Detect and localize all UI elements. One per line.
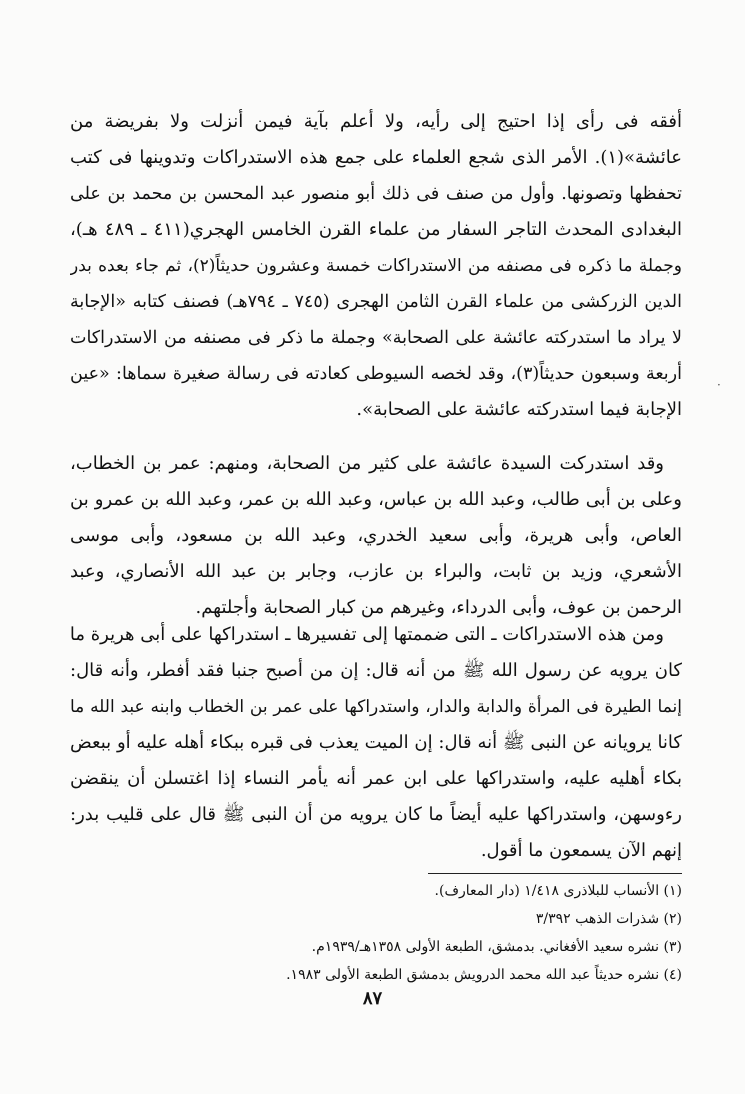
text-line: بكاء أهليه عليه، واستدراكها على ابن عمر أنه يأمر النساء إذا اغتسلن أن ينقضن — [70, 768, 682, 789]
paragraph-3 — [70, 617, 682, 869]
text-line: الرحمن بن عوف، وأبى الدرداء، وغيرهم من كبار الصحابة وأجلتهم. — [195, 597, 682, 618]
text-line: إنما الطيرة فى المرأة والدابة والدار، واستدراكها على عمر بن الخطاب وابنه عبد الله ما — [70, 697, 682, 717]
footnotes — [62, 877, 682, 989]
footnote: (٤) نشره حديثاً عبد الله محمد الدرويش بدمشق الطبعة الأولى ١٩٨٣. — [286, 967, 682, 983]
text-line: لا يراد ما استدركته عائشة على الصحابة» وجملة ما ذكر فى مصنفه من الاستدراكات — [70, 328, 682, 348]
page-number: ٨٧ — [362, 988, 383, 1009]
text-line: إنهم الآن يسمعون ما أقول. — [480, 840, 682, 861]
margin-mark: · — [717, 378, 721, 392]
text-line: الإجابة فيما استدركته عائشة على الصحابة». — [356, 399, 682, 420]
text-line: تحفظها وتصونها. وأول من صنف فى ذلك أبو منصور عبد المحسن بن محمد بن على — [70, 184, 682, 204]
text-line: عائشة»(١). الأمر الذى شجع العلماء على جمع هذه الاستدراكات وتدوينها فى كتب — [70, 147, 682, 168]
text-line: الدين الزركشى من علماء القرن الثامن الهجرى (٧٤٥ ـ ٧٩٤هـ) فصنف كتابه «الإجابة — [70, 292, 682, 312]
text-line: أربعة وسبعون حديثاً(٣)، وقد لخصه السيوطى كعادته فى رسالة صغيرة سماها: «عين — [70, 364, 682, 384]
text-line: العاص، وأبى هريرة، وأبى سعيد الخدري، وعبد الله بن مسعود، وأبى موسى — [70, 525, 682, 546]
text-line: ومن هذه الاستدراكات ـ التى ضممتها إلى تفسيرها ـ استدراكها على أبى هريرة ما — [70, 624, 664, 645]
text-line: الأشعري، وزيد بن ثابت، والبراء بن عازب، وجابر بن عبد الله الأنصاري، وعبد — [70, 561, 682, 582]
text-line: البغدادى المحدث التاجر السفار من علماء القرن الخامس الهجري(٤١١ ـ ٤٨٩ هـ)، — [70, 219, 682, 240]
text-line: وعلى بن أبى طالب، وعبد الله بن عباس، وعبد الله بن عمر، وعبد الله بن عمرو بن — [70, 489, 682, 510]
footnote: (١) الأنساب للبلاذرى ١/٤١٨ (دار المعارف). — [434, 883, 682, 899]
footnote-divider — [428, 873, 682, 874]
text-line: كان يرويه عن رسول الله ﷺ من أنه قال: إن من أصبح جنبا فقد أفطر، وأنه قال: — [70, 660, 682, 681]
text-line: كانا يرويانه عن النبى ﷺ أنه قال: إن الميت يعذب فى قبره ببكاء أهله عليه أو ببعض — [70, 732, 682, 753]
footnote: (٢) شذرات الذهب ٣/٣٩٢ — [535, 911, 682, 927]
paragraph-1 — [70, 104, 682, 428]
footnote: (٣) نشره سعيد الأفغاني. بدمشق، الطبعة الأولى ١٣٥٨هـ/١٩٣٩م. — [311, 939, 682, 955]
text-line: رءوسهن، واستدراكها عليه أيضاً ما كان يرويه من أن النبى ﷺ قال على قليب بدر: — [70, 804, 682, 825]
text-line: وجملة ما ذكره فى مصنفه من الاستدراكات خمسة وعشرون حديثاً(٢)، ثم جاء بعده بدر — [70, 256, 682, 276]
paragraph-2 — [70, 446, 682, 626]
text-line: أفقه فى رأى إذا احتيج إلى رأيه، ولا أعلم بآية فيمن أنزلت ولا بفريضة من — [70, 111, 682, 132]
text-line: وقد استدركت السيدة عائشة على كثير من الصحابة، ومنهم: عمر بن الخطاب، — [70, 453, 664, 474]
